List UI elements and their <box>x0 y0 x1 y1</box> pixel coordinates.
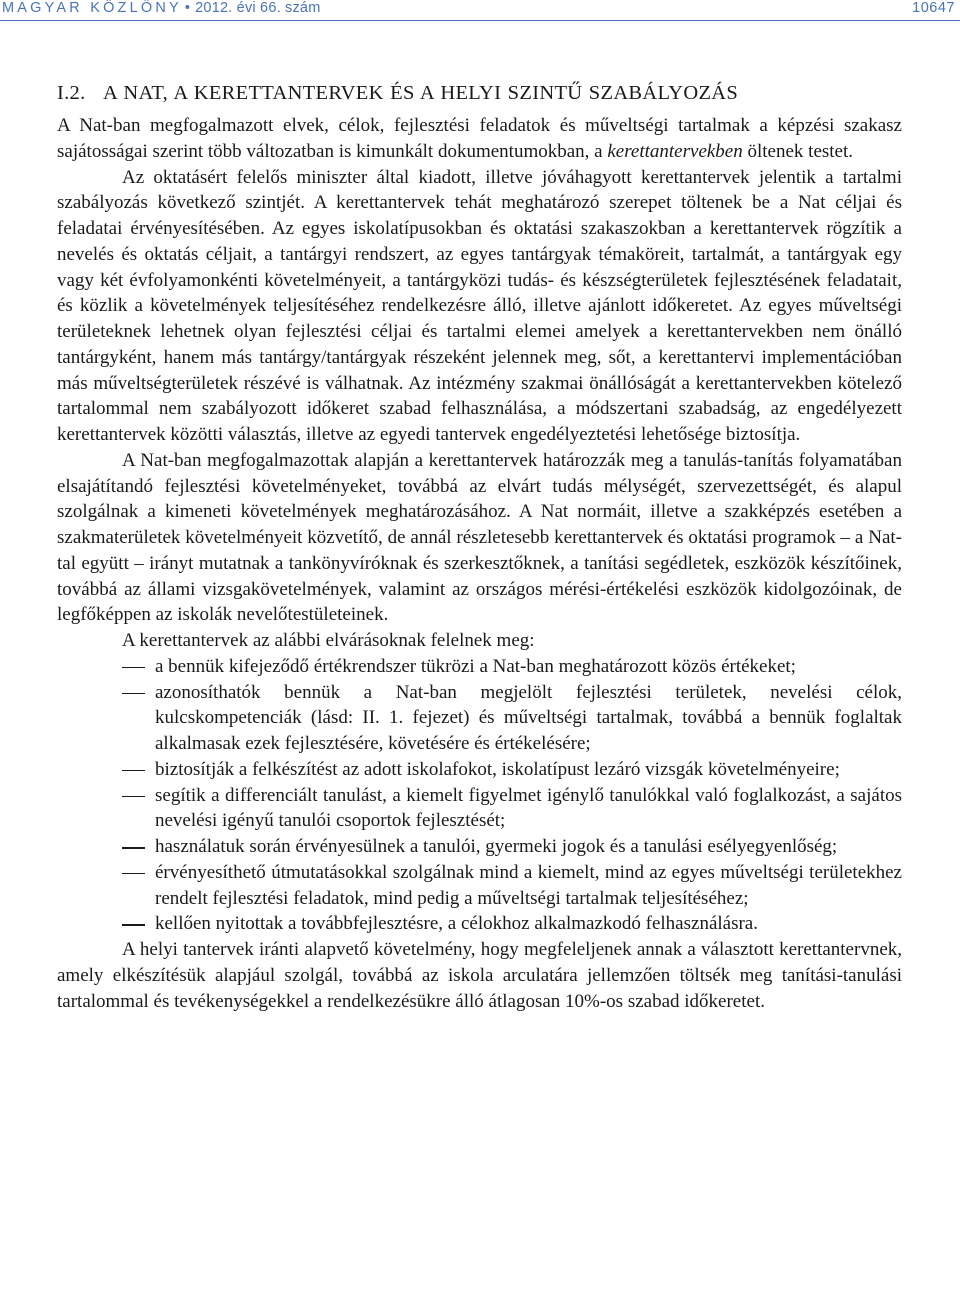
paragraph-1-text: A Nat-ban megfogalmazott elvek, célok, fejlesztési feladatok és műveltségi tartalmak a képzési szakasz sajátosságai szerint több változatban is kimunkált dokumentumokban, a <box>57 115 902 162</box>
running-head <box>2 0 320 16</box>
page-number: 10647 <box>912 0 955 16</box>
paragraph-1 <box>57 113 902 165</box>
list-item-text: biztosítják a felkészítést az adott iskolafokot, iskolatípust lezáró vizsgák követelményeire; <box>155 758 840 780</box>
list-item-text: a bennük kifejeződő értékrendszer tükrözi a Nat-ban meghatározott közös értékeket; <box>155 655 796 677</box>
list-item-text: azonosíthatók bennük a Nat-ban megjelölt fejlesztési területek, nevelési célok, kulcskompetenciák (lásd: II. 1. fejezet) és műveltségi tartalmak, továbbá a bennük foglaltak alkalmasak ezek fejlesztésére, követésére és értékelésére; <box>155 681 902 754</box>
dash-bullet <box>122 924 145 926</box>
paragraph-1-text-end: öltenek testet. <box>742 140 854 162</box>
paragraph-5: A helyi tantervek iránti alapvető követelmény, hogy megfeleljenek annak a választott kerettantervnek, amely elkészítésük alapjául szolgál, továbbá az iskola arculatára jellemzően töltsék meg tanítási-tanulási tartalommal és tevékenységekkel a rendelkezésükre álló átlagosan 10%-os szabad időkeretet. <box>57 939 902 1012</box>
dash-bullet <box>122 667 145 669</box>
list-item <box>57 911 902 937</box>
dash-bullet <box>122 796 145 798</box>
list-item <box>57 680 902 757</box>
section-heading <box>57 80 902 106</box>
list-item <box>57 860 902 912</box>
paragraph-2: Az oktatásért felelős miniszter által kiadott, illetve jóváhagyott kerettantervek jelentik a tartalmi szabályozás következő szintjét. A kerettantervek tehát meghatározó szerepet töltenek be a Nat céljai és feladatai érvényesítésében. Az egyes iskolatípusokban és oktatási szakaszokban a kerettantervek rögzítik a nevelés és oktatás céljait, a tantárgyi rendszert, az egyes tantárgyak témaköreit, tartalmát, a tantárgyak egy vagy két évfolyamonkénti követelményeit, a tantárgyközi tudás- és készségterületek fejlesztésének feladatait, és közlik a követelmények teljesítéséhez rendelkezésre álló, illetve ajánlott időkeretet. Az egyes műveltségi területeknek lehetnek olyan fejlesztési céljai és tartalmi elemei amelyek a kerettantervekben nem önálló tantárgyként, hanem más tantárgy/tantárgyak részeként jelennek meg, sőt, a kerettantervi implementációban más műveltségterületek részévé is válhatnak. Az intézmény szakmai önállóságát a kerettantervekben kötelező tartalommal nem szabályozott időkeret szabad felhasználása, a módszertani szabadság, az engedélyezett kerettantervek közötti választás, illetve az egyedi tantervek engedélyeztetési lehetősége biztosítja. <box>57 166 902 445</box>
list-item <box>57 654 902 680</box>
page-header <box>0 0 960 24</box>
paragraph-1-emphasis: kerettantervekben <box>607 140 743 162</box>
header-separator: • <box>184 0 191 16</box>
list-item-text: érvényesíthető útmutatásokkal szolgálnak mind a kiemelt, mind az egyes műveltségi területekhez rendelt fejlesztési feladatok, mind pedig a műveltségi tartalmak teljesítéséhez; <box>155 861 902 909</box>
list-item <box>57 757 902 783</box>
document-body <box>57 80 902 1014</box>
list-item-text: kellően nyitottak a továbbfejlesztésre, a célokhoz alkalmazkodó felhasználásra. <box>155 913 758 935</box>
list-item <box>57 834 902 860</box>
publication-name: MAGYAR KÖZLÖNY <box>2 0 182 16</box>
dash-bullet <box>122 873 145 875</box>
paragraph-3: A Nat-ban megfogalmazottak alapján a kerettantervek határozzák meg a tanulás-tanítás folyamatában elsajátítandó fejlesztési követelményeket, továbbá az elvárt tudás mélységét, szervezettségét, és alapul szolgálnak a kimeneti követelmények meghatározásához. A Nat normáit, illetve a szakképzés esetében a szakmaterületek követelményeit közvetítő, de annál részletesebb kerettantervek és oktatási programok – a Nat-tal együtt – irányt mutatnak a tankönyvíróknak és szerkesztőknek, a tanítási segédletek, eszközök készítőinek, továbbá az állami vizsgakövetelmények, valamint az országos mérési-értékelési eszközök kidolgozóinak, de legfőképpen az iskolák nevelőtestületeinek. <box>57 449 902 626</box>
section-title: A NAT, A KERETTANTERVEK ÉS A HELYI SZINTŰ SZABÁLYOZÁS <box>103 82 739 104</box>
dash-bullet <box>122 770 145 772</box>
list-item-text: használatuk során érvényesülnek a tanulói, gyermeki jogok és a tanulási esélyegyenlőség; <box>155 836 838 857</box>
paragraph-4: A kerettantervek az alábbi elvárásoknak felelnek meg: <box>122 630 535 651</box>
requirements-list <box>57 654 902 937</box>
issue-label: 2012. évi 66. szám <box>195 0 321 16</box>
dash-bullet <box>122 847 145 849</box>
list-item <box>57 783 902 835</box>
section-number: I.2. <box>57 82 86 104</box>
dash-bullet <box>122 693 145 695</box>
list-item-text: segítik a differenciált tanulást, a kiemelt figyelmet igénylő tanulókkal való foglalkozást, a sajátos nevelési igényű tanulói csoportok fejlesztését; <box>155 784 902 832</box>
header-rule <box>0 20 960 21</box>
